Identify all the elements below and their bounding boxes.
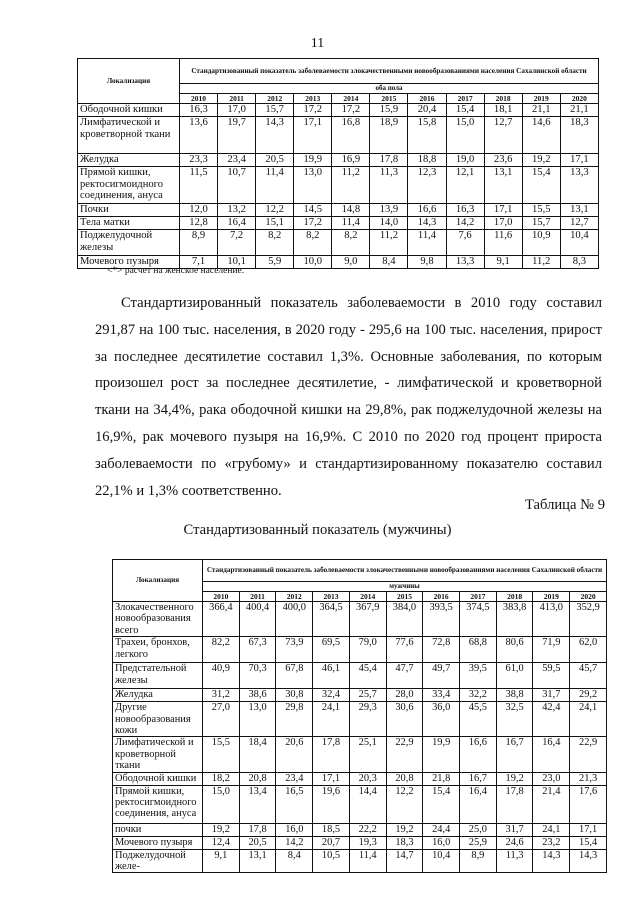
table-cell-value: 10,4: [423, 849, 460, 873]
table-cell-value: 11,5: [180, 167, 218, 204]
table-cell-value: 16,5: [276, 785, 313, 823]
year-header: 2018: [484, 94, 522, 104]
table-cell-value: 21,3: [570, 772, 607, 785]
table-cell-value: 14,3: [570, 849, 607, 873]
table-cell-value: 11,2: [370, 230, 408, 256]
table-cell-value: 30,6: [386, 702, 423, 737]
table-cell-value: 21,4: [533, 785, 570, 823]
table-cell-value: 14,3: [256, 117, 294, 154]
table-cell-value: 8,2: [294, 230, 332, 256]
table-cell-value: 61,0: [496, 663, 533, 689]
table-cell-value: 11,4: [256, 167, 294, 204]
table-cell-value: 18,5: [313, 823, 350, 836]
table-cell-value: 32,2: [460, 689, 497, 702]
table-cell-value: 17,1: [294, 117, 332, 154]
table-cell-value: 13,2: [218, 204, 256, 217]
year-header: 2015: [386, 592, 423, 602]
table-cell-value: 13,3: [560, 167, 598, 204]
row-localization: Мочевого пузыря: [78, 256, 180, 269]
column-header-indicator: Стандартизованный показатель заболеваемости злокачественными новообразованиями населения Сахалинской области: [180, 59, 599, 84]
table-cell-value: 12,8: [180, 217, 218, 230]
table-cell-value: 17,2: [294, 217, 332, 230]
table-cell-value: 7,1: [180, 256, 218, 269]
table-cell-value: 33,4: [423, 689, 460, 702]
table-cell-value: 17,2: [294, 104, 332, 117]
table-cell-value: 69,5: [313, 637, 350, 663]
table-cell-value: 18,4: [239, 737, 276, 772]
table-cell-value: 59,5: [533, 663, 570, 689]
row-localization: Почки: [78, 204, 180, 217]
table-cell-value: 20,8: [386, 772, 423, 785]
table-cell-value: 17,8: [496, 785, 533, 823]
table-row: [113, 849, 607, 873]
table-cell-value: 15,7: [256, 104, 294, 117]
table-cell-value: 9,1: [484, 256, 522, 269]
table-cell-value: 19,2: [386, 823, 423, 836]
table-cell-value: 45,4: [349, 663, 386, 689]
table-cell-value: 23,2: [533, 836, 570, 849]
table-cell-value: 16,3: [446, 204, 484, 217]
row-localization: Лимфатической и кроветворной ткани: [113, 737, 203, 772]
table-cell-value: 352,9: [570, 602, 607, 637]
column-header-localization: Локализация: [78, 59, 180, 104]
table-cell-value: 400,4: [239, 602, 276, 637]
table-cell-value: 82,2: [203, 637, 240, 663]
table-cell-value: 7,6: [446, 230, 484, 256]
table-cell-value: 27,0: [203, 702, 240, 737]
table-row: [78, 217, 599, 230]
year-header: 2020: [560, 94, 598, 104]
table-cell-value: 15,5: [203, 737, 240, 772]
table-cell-value: 13,6: [180, 117, 218, 154]
table-row: [113, 823, 607, 836]
year-header: 2013: [294, 94, 332, 104]
table-cell-value: 19,0: [446, 154, 484, 167]
table-cell-value: 14,6: [522, 117, 560, 154]
incidence-table-both-sexes: [77, 58, 599, 269]
table-cell-value: 23,0: [533, 772, 570, 785]
table-cell-value: 11,4: [408, 230, 446, 256]
row-localization: Мочевого пузыря: [113, 836, 203, 849]
row-localization: Поджелудочной железы: [78, 230, 180, 256]
table-title: Стандартизованный показатель (мужчины): [183, 522, 452, 538]
table-cell-value: 40,9: [203, 663, 240, 689]
table-cell-value: 18,9: [370, 117, 408, 154]
table-cell-value: 16,9: [332, 154, 370, 167]
table-cell-value: 23,4: [276, 772, 313, 785]
row-localization: Поджелудочной желе-: [113, 849, 203, 873]
table-cell-value: 80,6: [496, 637, 533, 663]
table-cell-value: 20,5: [239, 836, 276, 849]
table-cell-value: 16,8: [332, 117, 370, 154]
table-cell-value: 21,1: [522, 104, 560, 117]
table-cell-value: 17,8: [370, 154, 408, 167]
row-localization: Ободочной кишки: [78, 104, 180, 117]
table-cell-value: 8,2: [332, 230, 370, 256]
table-cell-value: 19,2: [203, 823, 240, 836]
row-localization: Другие новообразования кожи: [113, 702, 203, 737]
table-cell-value: 19,2: [522, 154, 560, 167]
column-header-indicator: Стандартизованный показатель заболеваемости злокачественными новообразованиями населения Сахалинской области: [203, 560, 607, 582]
year-header: 2011: [218, 94, 256, 104]
table-row: [113, 772, 607, 785]
table-cell-value: 71,9: [533, 637, 570, 663]
table-cell-value: 10,7: [218, 167, 256, 204]
table-cell-value: 24,4: [423, 823, 460, 836]
table-cell-value: 12,7: [560, 217, 598, 230]
table-cell-value: 19,3: [349, 836, 386, 849]
table-cell-value: 393,5: [423, 602, 460, 637]
table-cell-value: 13,4: [239, 785, 276, 823]
year-header: 2010: [180, 94, 218, 104]
table-cell-value: 16,4: [533, 737, 570, 772]
table-cell-value: 10,9: [522, 230, 560, 256]
table-cell-value: 21,8: [423, 772, 460, 785]
year-header: 2012: [276, 592, 313, 602]
table-cell-value: 17,8: [313, 737, 350, 772]
table-cell-value: 16,3: [180, 104, 218, 117]
incidence-table-men: [112, 559, 607, 873]
table-cell-value: 38,6: [239, 689, 276, 702]
table-cell-value: 17,1: [484, 204, 522, 217]
table-cell-value: 70,3: [239, 663, 276, 689]
table-cell-value: 22,2: [349, 823, 386, 836]
table-cell-value: 29,8: [276, 702, 313, 737]
table-cell-value: 11,3: [496, 849, 533, 873]
table-row: [78, 167, 599, 204]
table-cell-value: 12,4: [203, 836, 240, 849]
table-cell-value: 42,4: [533, 702, 570, 737]
table-cell-value: 8,9: [460, 849, 497, 873]
table-cell-value: 12,2: [386, 785, 423, 823]
table-cell-value: 16,4: [460, 785, 497, 823]
table-cell-value: 46,1: [313, 663, 350, 689]
table-cell-value: 13,1: [560, 204, 598, 217]
table-cell-value: 20,3: [349, 772, 386, 785]
table-cell-value: 364,5: [313, 602, 350, 637]
table-cell-value: 20,6: [276, 737, 313, 772]
table-row: [113, 637, 607, 663]
year-header: 2016: [423, 592, 460, 602]
table-cell-value: 17,0: [484, 217, 522, 230]
table-cell-value: 24,1: [313, 702, 350, 737]
table-cell-value: 31,7: [533, 689, 570, 702]
table-cell-value: 8,3: [560, 256, 598, 269]
table-cell-value: 31,7: [496, 823, 533, 836]
table-cell-value: 14,2: [276, 836, 313, 849]
table-cell-value: 10,5: [313, 849, 350, 873]
table-cell-value: 7,2: [218, 230, 256, 256]
table-cell-value: 20,4: [408, 104, 446, 117]
table-row: [113, 737, 607, 772]
table-cell-value: 367,9: [349, 602, 386, 637]
table-cell-value: 15,4: [423, 785, 460, 823]
row-localization: Тела матки: [78, 217, 180, 230]
table-cell-value: 17,1: [560, 154, 598, 167]
table-cell-value: 17,8: [239, 823, 276, 836]
table-cell-value: 19,9: [294, 154, 332, 167]
table-row: [113, 785, 607, 823]
table-cell-value: 32,5: [496, 702, 533, 737]
table-cell-value: 25,9: [460, 836, 497, 849]
table-cell-value: 9,8: [408, 256, 446, 269]
table-cell-value: 25,0: [460, 823, 497, 836]
table-cell-value: 413,0: [533, 602, 570, 637]
table-cell-value: 11,3: [370, 167, 408, 204]
table-cell-value: 15,9: [370, 104, 408, 117]
table-cell-value: 29,2: [570, 689, 607, 702]
table-cell-value: 15,0: [446, 117, 484, 154]
table-cell-value: 15,5: [522, 204, 560, 217]
table-cell-value: 18,3: [386, 836, 423, 849]
table-cell-value: 8,4: [370, 256, 408, 269]
table-cell-value: 25,1: [349, 737, 386, 772]
table-cell-value: 62,0: [570, 637, 607, 663]
table-row: [78, 230, 599, 256]
table-cell-value: 24,1: [533, 823, 570, 836]
table-cell-value: 11,4: [349, 849, 386, 873]
table-cell-value: 10,1: [218, 256, 256, 269]
table-row: [113, 689, 607, 702]
table-cell-value: 14,7: [386, 849, 423, 873]
year-header: 2012: [256, 94, 294, 104]
table-cell-value: 12,3: [408, 167, 446, 204]
table-cell-value: 8,4: [276, 849, 313, 873]
table-row: [113, 836, 607, 849]
table-cell-value: 8,2: [256, 230, 294, 256]
row-localization: Трахеи, бронхов, легкого: [113, 637, 203, 663]
table-cell-value: 45,7: [570, 663, 607, 689]
row-localization: Прямой кишки, ректосигмоидного соединения, ануса: [78, 167, 180, 204]
column-header-localization: Локализация: [113, 560, 203, 602]
table-cell-value: 17,6: [570, 785, 607, 823]
column-header-population: оба пола: [180, 84, 599, 94]
table-cell-value: 9,0: [332, 256, 370, 269]
table-cell-value: 19,2: [496, 772, 533, 785]
table-cell-value: 10,4: [560, 230, 598, 256]
header-row: [78, 59, 599, 84]
table-cell-value: 15,7: [522, 217, 560, 230]
row-localization: Лимфатической и кроветворной ткани: [78, 117, 180, 154]
page-number: 11: [310, 36, 325, 51]
table-row: [78, 204, 599, 217]
table-cell-value: 11,6: [484, 230, 522, 256]
year-header: 2013: [313, 592, 350, 602]
table-cell-value: 16,7: [460, 772, 497, 785]
table-cell-value: 14,5: [294, 204, 332, 217]
year-header: 2015: [370, 94, 408, 104]
table-cell-value: 400,0: [276, 602, 313, 637]
table-cell-value: 77,6: [386, 637, 423, 663]
table-cell-value: 11,2: [522, 256, 560, 269]
year-header: 2014: [349, 592, 386, 602]
table-row: [78, 154, 599, 167]
row-localization: Желудка: [78, 154, 180, 167]
table-cell-value: 49,7: [423, 663, 460, 689]
table-cell-value: 13,9: [370, 204, 408, 217]
table-cell-value: 67,3: [239, 637, 276, 663]
row-localization: почки: [113, 823, 203, 836]
table-cell-value: 13,0: [239, 702, 276, 737]
table-cell-value: 67,8: [276, 663, 313, 689]
table-cell-value: 73,9: [276, 637, 313, 663]
table-cell-value: 14,3: [408, 217, 446, 230]
table-cell-value: 15,4: [570, 836, 607, 849]
table-cell-value: 12,2: [256, 204, 294, 217]
header-row: [113, 560, 607, 582]
table-cell-value: 19,6: [313, 785, 350, 823]
table-cell-value: 68,8: [460, 637, 497, 663]
table-cell-value: 22,9: [386, 737, 423, 772]
table-cell-value: 15,4: [446, 104, 484, 117]
table-cell-value: 29,3: [349, 702, 386, 737]
table-cell-value: 13,1: [484, 167, 522, 204]
table-cell-value: 11,2: [332, 167, 370, 204]
table-cell-value: 14,2: [446, 217, 484, 230]
table-cell-value: 14,3: [533, 849, 570, 873]
row-localization: Предстательной железы: [113, 663, 203, 689]
table-cell-value: 18,8: [408, 154, 446, 167]
table-cell-value: 17,2: [332, 104, 370, 117]
table-cell-value: 20,5: [256, 154, 294, 167]
body-paragraph: Стандартизированный показатель заболеваемости в 2010 году составил 291,87 на 100 тыс. населения, в 2020 году - 295,6 на 100 тыс. населения, прирост за последнее десятилетие составил 1,3%. Основные заболевания, по которым произошел рост за последнее десятилетие, - лимфатической и кроветворной ткани на 34,4%, рака ободочной кишки на 29,8%, рак поджелудочной железы на 16,9%, рак мочевого пузыря на 16,9%. С 2010 по 2020 год процент прироста заболеваемости по «грубому» и стандартизированному показателю составил 22,1% и 1,3% соответственно.: [95, 295, 602, 499]
table-cell-value: 17,1: [570, 823, 607, 836]
table-cell-value: 19,7: [218, 117, 256, 154]
table-cell-value: 15,8: [408, 117, 446, 154]
table-cell-value: 24,6: [496, 836, 533, 849]
column-header-population: мужчины: [203, 582, 607, 592]
table-cell-value: 39,5: [460, 663, 497, 689]
table-cell-value: 22,9: [570, 737, 607, 772]
table-cell-value: 11,4: [332, 217, 370, 230]
table-cell-value: 16,0: [423, 836, 460, 849]
table-cell-value: 19,9: [423, 737, 460, 772]
table-cell-value: 374,5: [460, 602, 497, 637]
table-cell-value: 30,8: [276, 689, 313, 702]
table-cell-value: 20,8: [239, 772, 276, 785]
row-localization: Ободочной кишки: [113, 772, 203, 785]
footnote: <*> расчет на женское население.: [107, 266, 245, 276]
year-header: 2014: [332, 94, 370, 104]
year-header: 2019: [522, 94, 560, 104]
table-cell-value: 36,0: [423, 702, 460, 737]
row-localization: Желудка: [113, 689, 203, 702]
table-row: [78, 104, 599, 117]
table-cell-value: 13,0: [294, 167, 332, 204]
table-cell-value: 47,7: [386, 663, 423, 689]
table-cell-value: 15,0: [203, 785, 240, 823]
table-row: [78, 117, 599, 154]
table-row: [113, 663, 607, 689]
year-header: 2019: [533, 592, 570, 602]
row-localization: Прямой кишки, ректосигмоидного соединения, ануса: [113, 785, 203, 823]
table-cell-value: 17,1: [313, 772, 350, 785]
table-cell-value: 16,0: [276, 823, 313, 836]
year-header: 2011: [239, 592, 276, 602]
table-cell-value: 8,9: [180, 230, 218, 256]
table-cell-value: 20,7: [313, 836, 350, 849]
year-header: 2010: [203, 592, 240, 602]
table-cell-value: 12,0: [180, 204, 218, 217]
table-cell-value: 23,3: [180, 154, 218, 167]
table-cell-value: 79,0: [349, 637, 386, 663]
table-cell-value: 18,2: [203, 772, 240, 785]
year-header: 2017: [460, 592, 497, 602]
table-cell-value: 15,4: [522, 167, 560, 204]
table-cell-value: 366,4: [203, 602, 240, 637]
year-header: 2018: [496, 592, 533, 602]
table-cell-value: 45,5: [460, 702, 497, 737]
table-cell-value: 21,1: [560, 104, 598, 117]
table-cell-value: 32,4: [313, 689, 350, 702]
table-cell-value: 15,1: [256, 217, 294, 230]
year-header: 2016: [408, 94, 446, 104]
table-cell-value: 31,2: [203, 689, 240, 702]
table-cell-value: 23,6: [484, 154, 522, 167]
table-cell-value: 12,7: [484, 117, 522, 154]
table-cell-value: 23,4: [218, 154, 256, 167]
table-caption: Таблица № 9: [525, 497, 605, 513]
table-cell-value: 28,0: [386, 689, 423, 702]
table-cell-value: 14,0: [370, 217, 408, 230]
table-cell-value: 24,1: [570, 702, 607, 737]
table-cell-value: 10,0: [294, 256, 332, 269]
table-cell-value: 383,8: [496, 602, 533, 637]
year-header: 2017: [446, 94, 484, 104]
table-row: [113, 702, 607, 737]
table-cell-value: 18,3: [560, 117, 598, 154]
table-cell-value: 16,6: [408, 204, 446, 217]
table-cell-value: 16,6: [460, 737, 497, 772]
table-row: [113, 602, 607, 637]
table-cell-value: 72,8: [423, 637, 460, 663]
year-header: 2020: [570, 592, 607, 602]
table-cell-value: 16,7: [496, 737, 533, 772]
table-cell-value: 13,3: [446, 256, 484, 269]
table-cell-value: 14,8: [332, 204, 370, 217]
table-cell-value: 14,4: [349, 785, 386, 823]
table-cell-value: 5,9: [256, 256, 294, 269]
table-cell-value: 16,4: [218, 217, 256, 230]
table-cell-value: 18,1: [484, 104, 522, 117]
table-cell-value: 9,1: [203, 849, 240, 873]
table-cell-value: 12,1: [446, 167, 484, 204]
table-cell-value: 384,0: [386, 602, 423, 637]
table-cell-value: 17,0: [218, 104, 256, 117]
table-cell-value: 13,1: [239, 849, 276, 873]
row-localization: Злокачественного новообразования всего: [113, 602, 203, 637]
table-cell-value: 25,7: [349, 689, 386, 702]
table-cell-value: 38,8: [496, 689, 533, 702]
